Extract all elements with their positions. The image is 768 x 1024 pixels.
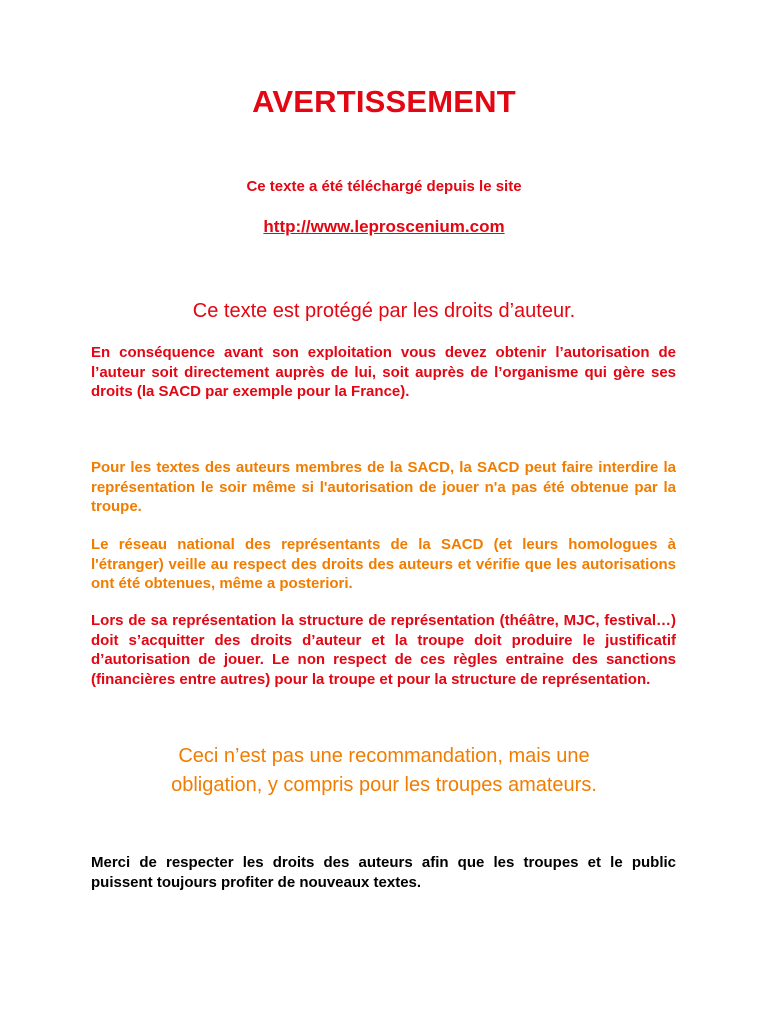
obligation-notice-line-2: obligation, y compris pour les troupes amateurs. [171,774,597,796]
download-source-text: Ce texte a été téléchargé depuis le site [246,178,522,195]
copyright-heading: Ce texte est protégé par les droits d’auteur. [192,300,576,322]
paragraph-consequence: En conséquence avant son exploitation vous devez obtenir l’autorisation de l’auteur soit directement auprès de lui, soit auprès de l’organisme qui gère ses droits (la SACD par exemple pour la France). [91,344,676,400]
site-link[interactable]: http://www.leproscenium.com [263,217,505,236]
obligation-notice [0,742,768,800]
page-title: AVERTISSEMENT [252,84,516,119]
paragraph-thanks: Merci de respecter les droits des auteurs afin que les troupes et le public puissent toujours profiter de nouveaux textes. [91,854,676,891]
obligation-notice-line-1: Ceci n’est pas une recommandation, mais une [178,745,590,767]
paragraph-structure: Lors de sa représentation la structure de représentation (théâtre, MJC, festival…) doit s’acquitter des droits d’auteur et la troupe doit produire le justificatif d’autorisation de jouer. Le non respect de ces règles entraine des sanctions (financières entre autres) pour la troupe et pour la structure de représentation. [91,612,676,688]
paragraph-sacd-members: Pour les textes des auteurs membres de la SACD, la SACD peut faire interdire la représentation le soir même si l'autorisation de jouer n'a pas été obtenue par la troupe. [91,459,676,515]
paragraph-network: Le réseau national des représentants de la SACD (et leurs homologues à l'étranger) veille au respect des droits des auteurs et vérifie que les autorisations ont été obtenues, même a posteriori. [91,536,676,592]
